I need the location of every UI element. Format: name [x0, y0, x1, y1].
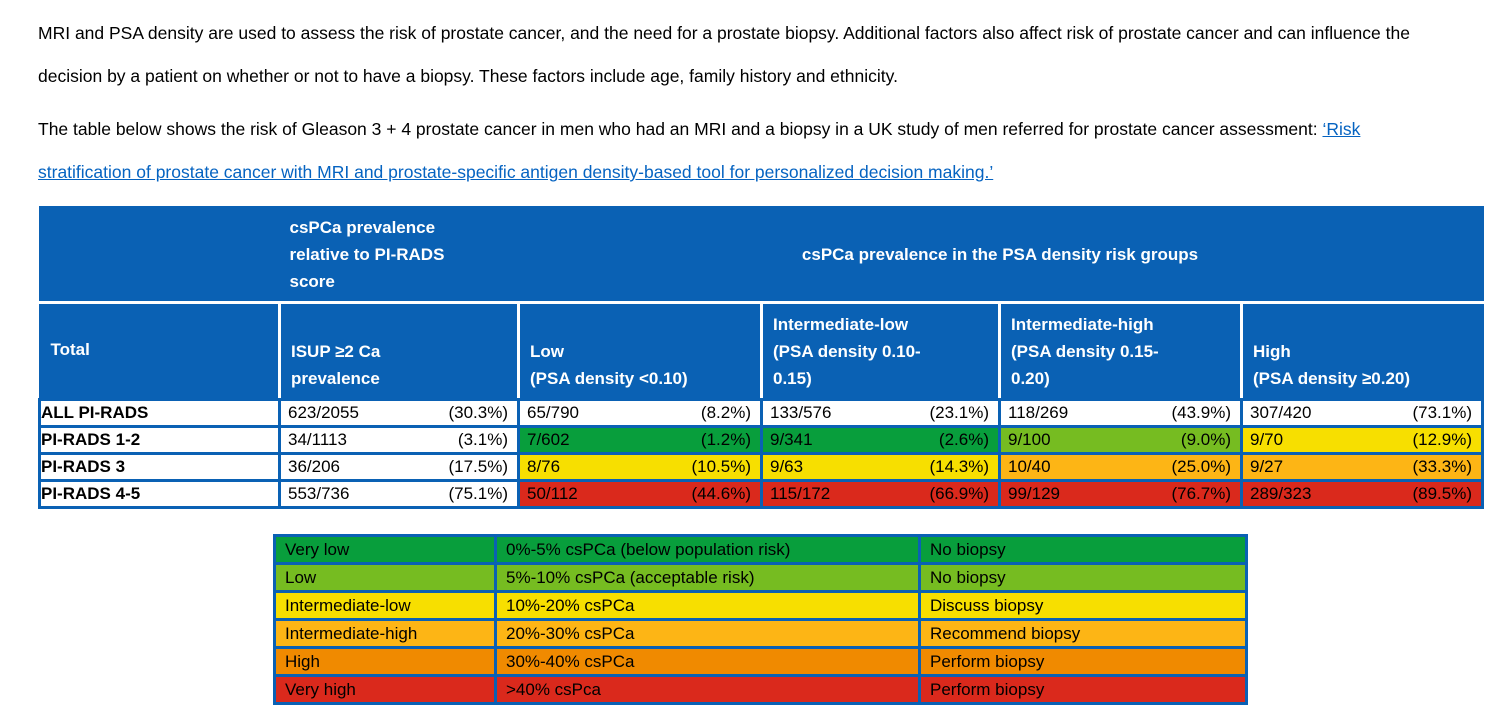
- risk-cell: 115/172 (66.9%): [762, 481, 1000, 508]
- risk-cell: 553/736 (75.1%): [280, 481, 519, 508]
- legend-action: Perform biopsy: [920, 676, 1247, 704]
- legend-action: Discuss biopsy: [920, 592, 1247, 620]
- legend-range: 30%-40% csPCa: [496, 648, 920, 676]
- legend-level: Low: [275, 564, 496, 592]
- risk-cell: 307/420 (73.1%): [1242, 400, 1483, 427]
- risk-cell: 118/269 (43.9%): [1000, 400, 1242, 427]
- legend-level: High: [275, 648, 496, 676]
- risk-cell: 133/576 (23.1%): [762, 400, 1000, 427]
- legend-action: No biopsy: [920, 536, 1247, 564]
- risk-cell: 65/790 (8.2%): [519, 400, 762, 427]
- risk-cell: 9/341 (2.6%): [762, 427, 1000, 454]
- column-header-high: High (PSA density ≥0.20): [1242, 303, 1483, 400]
- legend-row-very-high: [275, 676, 1247, 704]
- legend-action: Perform biopsy: [920, 648, 1247, 676]
- legend-level: Very low: [275, 536, 496, 564]
- table-row-pirads-3: [40, 454, 1483, 481]
- group-header-empty-cell: [40, 207, 280, 303]
- risk-table-column-header-row: [40, 303, 1483, 400]
- row-label: PI-RADS 3: [40, 454, 280, 481]
- risk-cell: 8/76 (10.5%): [519, 454, 762, 481]
- column-header-total: Total: [40, 303, 280, 400]
- risk-cell: 9/100 (9.0%): [1000, 427, 1242, 454]
- intro-section: [38, 12, 1454, 194]
- risk-cell: 34/1113 (3.1%): [280, 427, 519, 454]
- legend-action: No biopsy: [920, 564, 1247, 592]
- legend-range: 20%-30% csPCa: [496, 620, 920, 648]
- legend-range: 10%-20% csPCa: [496, 592, 920, 620]
- table-row-pirads-4-5: [40, 481, 1483, 508]
- intro-paragraph-2: [38, 108, 1454, 194]
- legend-level: Intermediate-low: [275, 592, 496, 620]
- column-header-low: Low (PSA density <0.10): [519, 303, 762, 400]
- legend-range: 5%-10% csPCa (acceptable risk): [496, 564, 920, 592]
- legend-level: Very high: [275, 676, 496, 704]
- legend-action: Recommend biopsy: [920, 620, 1247, 648]
- risk-cell: 9/27 (33.3%): [1242, 454, 1483, 481]
- risk-cell: 7/602 (1.2%): [519, 427, 762, 454]
- legend-range: >40% csPca: [496, 676, 920, 704]
- row-label: PI-RADS 4-5: [40, 481, 280, 508]
- legend-table: [273, 534, 1248, 705]
- risk-cell: 10/40 (25.0%): [1000, 454, 1242, 481]
- group-header-pirads: csPCa prevalence relative to PI-RADS score: [280, 207, 519, 303]
- row-label: PI-RADS 1-2: [40, 427, 280, 454]
- risk-cell: 50/112 (44.6%): [519, 481, 762, 508]
- risk-table: [38, 206, 1484, 509]
- group-header-psa-density: csPCa prevalence in the PSA density risk groups: [519, 207, 1483, 303]
- risk-cell: 623/2055 (30.3%): [280, 400, 519, 427]
- table-row-pirads-1-2: [40, 427, 1483, 454]
- legend-row-intermediate-low: [275, 592, 1247, 620]
- legend-row-low: [275, 564, 1247, 592]
- legend-level: Intermediate-high: [275, 620, 496, 648]
- legend-range: 0%-5% csPCa (below population risk): [496, 536, 920, 564]
- intro-paragraph-2-text: The table below shows the risk of Gleason 3 + 4 prostate cancer in men who had an MRI and a biopsy in a UK study of men referred for prostate cancer assessment:: [38, 119, 1323, 139]
- risk-cell: 289/323 (89.5%): [1242, 481, 1483, 508]
- table-row-all-pirads: [40, 400, 1483, 427]
- study-link[interactable]: ‘Risk stratification of prostate cancer with MRI and prostate-specific antigen density-based tool for personalized decision making.’: [38, 119, 1361, 182]
- risk-cell: 9/63 (14.3%): [762, 454, 1000, 481]
- risk-table-group-header-row: [40, 207, 1483, 303]
- legend-row-very-low: [275, 536, 1247, 564]
- column-header-intermediate-low: Intermediate-low (PSA density 0.10- 0.15): [762, 303, 1000, 400]
- risk-cell: 36/206 (17.5%): [280, 454, 519, 481]
- intro-paragraph-1: MRI and PSA density are used to assess the risk of prostate cancer, and the need for a prostate biopsy. Additional factors also affect risk of prostate cancer and can influence the decision by a patient on whether or not to have a biopsy. These factors include age, family history and ethnicity.: [38, 23, 1410, 86]
- risk-cell: 99/129 (76.7%): [1000, 481, 1242, 508]
- legend-row-intermediate-high: [275, 620, 1247, 648]
- row-label: ALL PI-RADS: [40, 400, 280, 427]
- column-header-isup: ISUP ≥2 Ca prevalence: [280, 303, 519, 400]
- risk-cell: 9/70 (12.9%): [1242, 427, 1483, 454]
- legend-row-high: [275, 648, 1247, 676]
- column-header-intermediate-high: Intermediate-high (PSA density 0.15- 0.20): [1000, 303, 1242, 400]
